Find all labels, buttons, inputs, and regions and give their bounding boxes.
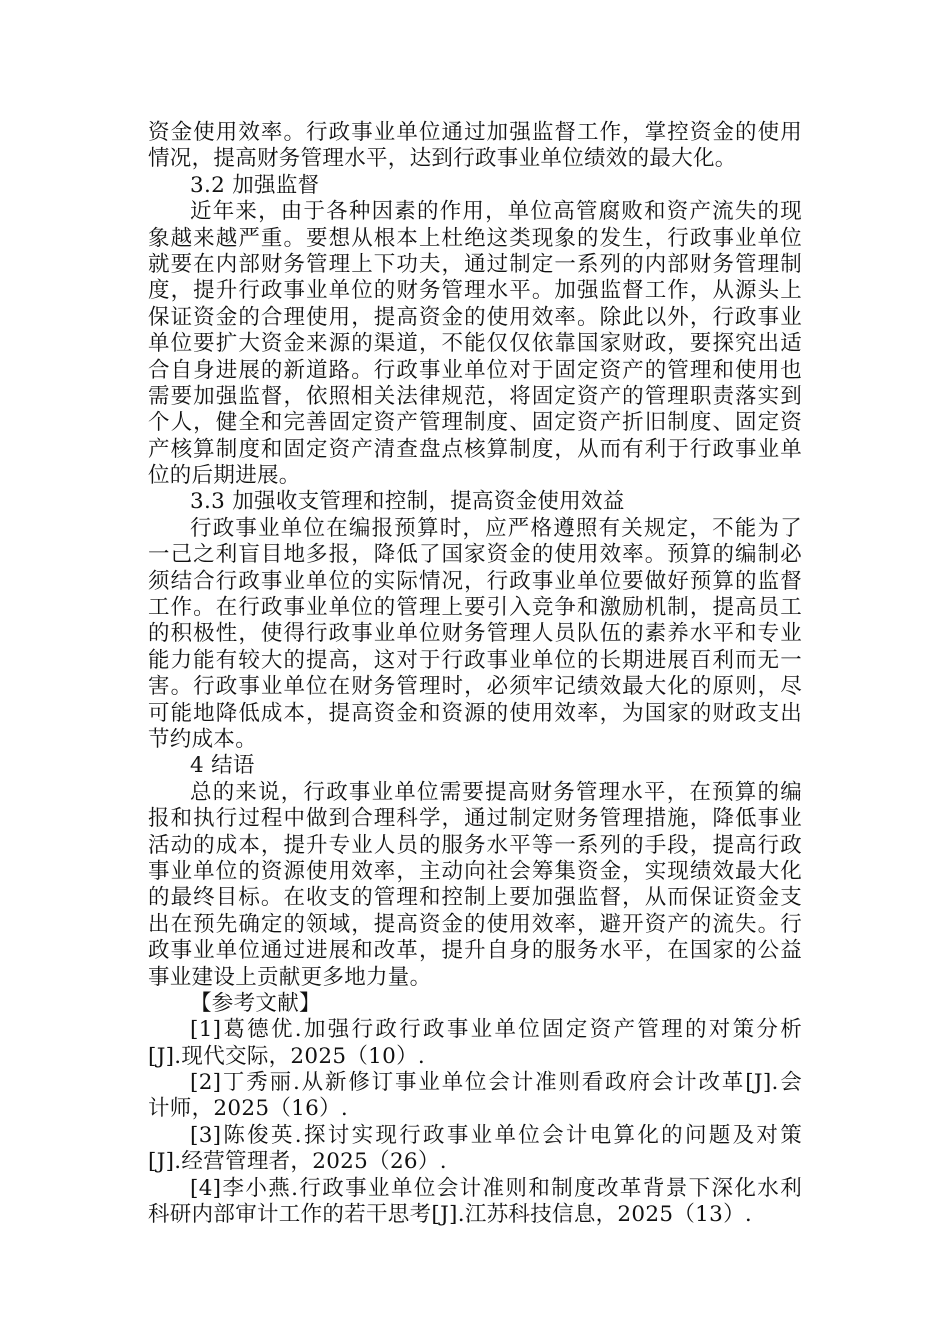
text-line: 需要加强监督，依照相关法律规范，将固定资产的管理职责落实到 xyxy=(148,383,802,409)
text-line: 须结合行政事业单位的实际情况，行政事业单位要做好预算的监督 xyxy=(148,568,802,594)
text-line: 总的来说，行政事业单位需要提高财务管理水平，在预算的编 xyxy=(190,779,802,805)
text-line: 出在预先确定的领域，提高资金的使用效率，避开资产的流失。行 xyxy=(148,911,802,937)
text-line: [4]李小燕.行政事业单位会计准则和制度改革背景下深化水利 xyxy=(190,1175,802,1201)
text-line: 节约成本。 xyxy=(148,726,258,752)
text-line: 事业单位的资源使用效率，主动向社会筹集资金，实现绩效最大化 xyxy=(148,858,802,884)
text-line: 保证资金的合理使用，提高资金的使用效率。除此以外，行政事业 xyxy=(148,304,802,330)
text-line: 工作。在行政事业单位的管理上要引入竞争和激励机制，提高员工 xyxy=(148,595,802,621)
text-line: 度，提升行政事业单位的财务管理水平。加强监督工作，从源头上 xyxy=(148,278,802,304)
text-line: 政事业单位通过进展和改革，提升自身的服务水平，在国家的公益 xyxy=(148,938,802,964)
text-line: [3]陈俊英.探讨实现行政事业单位会计电算化的问题及对策 xyxy=(190,1122,802,1148)
text-line: 【参考文献】 xyxy=(190,990,321,1016)
text-line: 计师，2025（16）. xyxy=(148,1096,349,1122)
text-line: 科研内部审计工作的若干思考[J].江苏科技信息，2025（13）. xyxy=(148,1202,753,1228)
text-line: 4 结语 xyxy=(190,753,255,779)
text-line: 害。行政事业单位在财务管理时，必须牢记绩效最大化的原则，尽 xyxy=(148,674,802,700)
document-page xyxy=(148,120,802,1228)
text-line: 的积极性，使得行政事业单位财务管理人员队伍的素养水平和专业 xyxy=(148,621,802,647)
text-line: 合自身进展的新道路。行政事业单位对于固定资产的管理和使用也 xyxy=(148,357,802,383)
text-line: 就要在内部财务管理上下功夫，通过制定一系列的内部财务管理制 xyxy=(148,251,802,277)
text-line: 资金使用效率。行政事业单位通过加强监督工作，掌控资金的使用 xyxy=(148,120,802,145)
text-line: 报和执行过程中做到合理科学，通过制定财务管理措施，降低事业 xyxy=(148,806,802,832)
text-line: 产核算制度和固定资产清查盘点核算制度，从而有利于行政事业单 xyxy=(148,436,802,462)
text-line: [2]丁秀丽.从新修订事业单位会计准则看政府会计改革[J].会 xyxy=(190,1070,802,1096)
text-line: 近年来，由于各种因素的作用，单位高管腐败和资产流失的现 xyxy=(190,199,802,225)
text-line: 情况，提高财务管理水平，达到行政事业单位绩效的最大化。 xyxy=(148,146,737,172)
text-line: 事业建设上贡献更多地力量。 xyxy=(148,964,432,990)
text-line: [1]葛德优.加强行政行政事业单位固定资产管理的对策分析 xyxy=(190,1017,802,1043)
text-line: 一己之利盲目地多报，降低了国家资金的使用效率。预算的编制必 xyxy=(148,542,802,568)
text-line: 位的后期进展。 xyxy=(148,463,301,489)
text-line: 的最终目标。在收支的管理和控制上要加强监督，从而保证资金支 xyxy=(148,885,802,911)
text-line: 活动的成本，提升专业人员的服务水平等一系列的手段，提高行政 xyxy=(148,832,802,858)
text-line: 单位要扩大资金来源的渠道，不能仅仅依靠国家财政，要探究出适 xyxy=(148,331,802,357)
text-line: [J].经营管理者，2025（26）. xyxy=(148,1149,447,1175)
text-line: 能力能有较大的提高，这对于行政事业单位的长期进展百利而无一 xyxy=(148,647,802,673)
text-line: 3.2 加强监督 xyxy=(190,172,320,198)
text-line: 行政事业单位在编报预算时，应严格遵照有关规定，不能为了 xyxy=(190,515,802,541)
text-line: 可能地降低成本，提高资金和资源的使用效率，为国家的财政支出 xyxy=(148,700,802,726)
text-line: 3.3 加强收支管理和控制，提高资金使用效益 xyxy=(190,489,625,515)
text-line: 象越来越严重。要想从根本上杜绝这类现象的发生，行政事业单位 xyxy=(148,225,802,251)
text-line: 个人，健全和完善固定资产管理制度、固定资产折旧制度、固定资 xyxy=(148,410,802,436)
text-line: [J].现代交际，2025（10）. xyxy=(148,1043,426,1069)
